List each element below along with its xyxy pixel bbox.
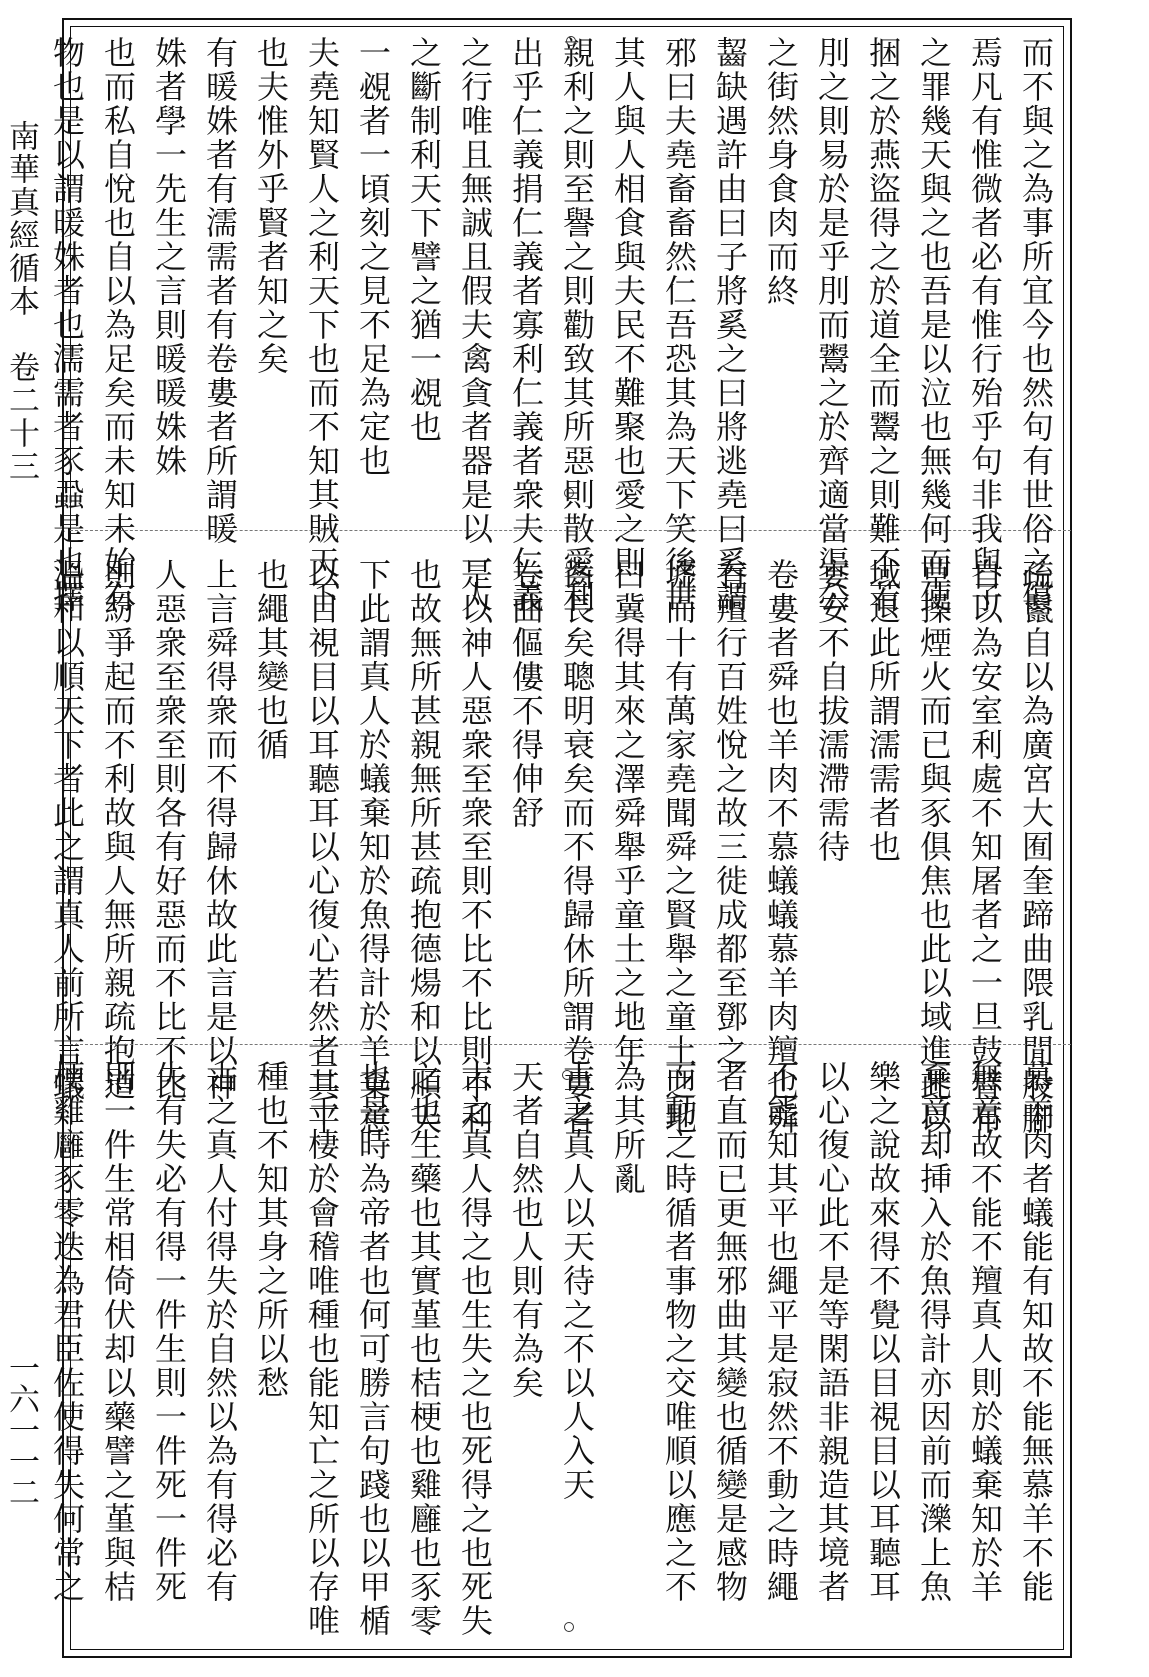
- text-column: 草操煙火而已與豕俱焦也此以域進此以: [915, 558, 953, 1136]
- text-column: 刖之則易於是乎刖而鬻之於齊適當渠公: [813, 36, 851, 614]
- text-column: 之街然身食肉而終: [762, 36, 800, 308]
- text-column: 古之真人以天待之不以人入天: [558, 1060, 596, 1502]
- text-column: 三千棲於會稽唯種也能知亡之所以存唯: [303, 1060, 341, 1638]
- text-column: 之斷制利天下譬之猶一覕也: [405, 36, 443, 444]
- text-column: 齧缺遇許由曰子將奚之曰將逃堯曰奚謂: [711, 36, 749, 614]
- section-mark-circle: [562, 1070, 572, 1080]
- text-column: 曰冀得其來之澤舜舉乎童土之地年: [609, 558, 647, 1068]
- text-column: 有羶行百姓悅之故三徙成都至鄧之: [711, 558, 749, 1068]
- text-column: 邪曰夫堯畜畜然仁吾恐其為天下笑後世: [660, 36, 698, 614]
- text-column: 為其所亂: [609, 1060, 647, 1196]
- section-mark-circle: [564, 1002, 574, 1012]
- text-column: 宴安不自拔濡滯需待: [813, 558, 851, 864]
- text-column: 疏鬣自以為廣宮大囿奎蹄曲隈乳閒股腳: [1017, 558, 1055, 1136]
- text-column: 而不與之為事所宜今也然句有世俗之償: [1017, 36, 1055, 614]
- text-column: 古之真人付得失於自然以為有得必有: [201, 1060, 239, 1604]
- text-column: 古之真人得之也生失之也死得之也死失: [456, 1060, 494, 1638]
- text-column: 物也是以謂暖姝者也濡需者豕蝨是也擇: [48, 36, 86, 614]
- text-column: 溫和以順天下者此之謂真人前所言蟻: [48, 558, 86, 1102]
- section-divider: [70, 530, 1071, 531]
- text-column: 有暖姝者有濡需者有卷婁者所謂暖: [201, 36, 239, 546]
- text-block-top: [48, 36, 1061, 614]
- text-column: 是以神人惡衆至衆至則不比不比則不利: [456, 558, 494, 1136]
- text-column: 則一件生常相倚伏却以藥譬之堇與桔: [99, 1060, 137, 1604]
- text-column: 一覕者一頃刻之見不足為定也: [354, 36, 392, 478]
- text-column: 天者自然也人則有為矣: [507, 1060, 545, 1400]
- text-column: 親利之則至譽之則勸致其所惡則散愛利: [558, 36, 596, 614]
- text-column: 以心復心此不是等閑語非親造其境者: [813, 1060, 851, 1604]
- text-column: 姝者學一先生之言則暖暖姝姝: [150, 36, 188, 478]
- text-column: 樂之說故來得不覺以目視目以耳聽耳: [864, 1060, 902, 1604]
- text-column: 也繩其變也循: [252, 558, 290, 762]
- text-column: 卷婁者舜也羊肉不慕蟻蟻慕羊肉羶也舜: [762, 558, 800, 1136]
- page-number-margin: 一六一一二: [3, 1352, 39, 1507]
- text-column: 自以為安室利處不知屠者之一旦鼓臂布: [966, 558, 1004, 1136]
- text-column: 也而私自悅也自以為足矣而未知未始有: [99, 36, 137, 614]
- section-mark-circle: [566, 36, 576, 46]
- text-column: 墟而十有萬家堯聞舜之賢舉之童土之地: [660, 558, 698, 1136]
- text-column: 慕羊肉者蟻能有知故不能無慕羊不能: [1017, 1060, 1055, 1604]
- text-column: 卷曲傴僂不得伸舒: [507, 558, 545, 830]
- text-column: 種也不知其身之所以愁: [252, 1060, 290, 1400]
- text-column: 之行唯且無誠且假夫禽貪者器是以一人: [456, 36, 494, 614]
- text-column: 捆之於燕盜得之於道全而鬻之則難不若: [864, 36, 902, 614]
- text-column: 其人與人相食與夫民不難聚也愛之則: [609, 36, 647, 580]
- text-column: 齒長矣聰明衰矣而不得歸休所謂卷婁者: [558, 558, 596, 1136]
- section-mark-circle: [566, 560, 576, 570]
- text-column: 棄意却挿入於魚得計亦因前而濼上魚: [915, 1060, 953, 1604]
- text-block-bottom: [48, 1060, 1061, 1645]
- section-mark-circle: [564, 1622, 574, 1632]
- section-mark-circle: [564, 488, 574, 498]
- text-column: 也故無所甚親無所甚疏抱德煬和以順天: [405, 558, 443, 1136]
- text-column: 無意故不能不羶真人則於蟻棄知於羊: [966, 1060, 1004, 1604]
- text-column: 之罪幾天與之也吾是以泣也無幾何而使: [915, 36, 953, 614]
- text-column: 上言舜得衆而不得歸休故此言是以神: [201, 558, 239, 1102]
- text-column: 失有失必有得一件生則一件死一件死: [150, 1060, 188, 1604]
- text-column: 焉凡有惟微者必有惟行殆乎句非我與子: [966, 36, 1004, 614]
- text-column: 則紛爭起而不利故與人無所親疏抱道: [99, 558, 137, 1102]
- section-divider: [70, 1044, 1071, 1045]
- text-column: 人惡衆至衆至則各有好惡而不比不比: [150, 558, 188, 1102]
- book-title-margin: 南華真經循本 卷二十三: [3, 120, 39, 483]
- text-column: 域退此所謂濡需者也: [864, 558, 902, 864]
- text-column: 而動之時循者事物之交唯順以應之不: [660, 1060, 698, 1604]
- text-column: 夫堯知賢人之利天下也而不知其賊天下: [303, 36, 341, 614]
- text-column: 梗雞廱豕零迭為君臣佐使得失何常之: [48, 1060, 86, 1604]
- text-column: 不能知其平也繩平是寂然不動之時繩: [762, 1060, 800, 1604]
- text-column: 下此謂真人於蟻棄知於魚得計於羊棄意: [354, 558, 392, 1136]
- text-column: 出乎仁義捐仁義者寡利仁義者衆夫仁義: [507, 36, 545, 614]
- text-column: 之也生藥也其實堇也桔梗也雞廱也豕零: [405, 1060, 443, 1638]
- text-column: 以目視目以耳聽耳以心復心若然者其平: [303, 558, 341, 1136]
- text-column: 也夫惟外乎賢者知之矣: [252, 36, 290, 376]
- text-column: 者直而已更無邪曲其變也循變是感物: [711, 1060, 749, 1604]
- text-column: 也是時為帝者也何可勝言句踐也以甲楯: [354, 1060, 392, 1638]
